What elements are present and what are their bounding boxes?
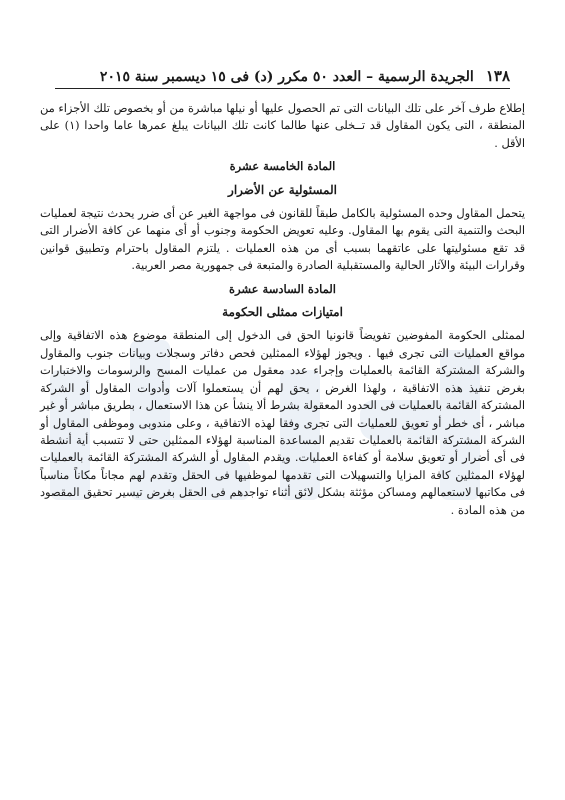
article-16-number: المادة السادسة عشرة — [229, 281, 336, 296]
article-16-title: امتيازات ممثلى الحكومة — [222, 305, 343, 320]
article-15-number: المادة الخامسة عشرة — [229, 159, 336, 174]
document-body — [40, 100, 525, 519]
article-15-text: يتحمل المقاول وحده المسئولية بالكامل طبقاً للقانون فى مواجهة الغير عن أى ضرر يحدث نتيجة لعمليات البحث والتنمية التى يقوم بها المقاول. وعليه تعويض الحكومة وجنوب أو أى منهما عن كافة الأضرار التى قد تقع مسئوليتها على عاتقهما بسبب أى من هذه العمليات . يلتزم المقاول باحترام وتطبيق قوانين وقرارات البيئة والآثار الحالية والمستقبلية الصادرة والمتبعة فى جمهورية مصر العربية. — [40, 207, 525, 273]
publication-title: الجريدة الرسمية – العدد ٥٠ مكرر (د) فى ١٥ ديسمبر سنة ٢٠١٥ — [99, 69, 474, 85]
page-header — [55, 60, 510, 89]
intro-paragraph: إطلاع طرف آخر على تلك البيانات التى تم الحصول عليها أو نيلها مباشرة من أو بخصوص تلك الأجزاء من المنطقة ، التى يكون المقاول قد تــخلى عنها طالما كانت تلك البيانات يبلغ عمرها عاما واحدا (١) على الأقل . — [40, 102, 525, 150]
article-15-title: المسئولية عن الأضرار — [228, 182, 337, 197]
article-16-text: لممثلى الحكومة المفوضين تفويضاً قانونيا الحق فى الدخول إلى المنطقة موضوع هذه الاتفاقية وإلى مواقع العمليات التى تجرى فيها . ويجوز لهؤلاء الممثلين فحص دفاتر وسجلات وبيانات جنوب والمقاول والشركة المشتركة القائمة بالعمليات وإجراء عدد معقول من عمليات المسح والرسومات والاختبارات بغرض تنفيذ هذه الاتفاقية ، ولهذا الغرض ، يحق لهم أن يستعملوا آلات وأدوات المقاول أو الشركة المشتركة القائمة بالعمليات فى الحدود المعقولة بشرط ألا ينشأ عن هذا الاستعمال ، بطريق مباشر أو غير مباشر ، أى خطر أو تعويق للعمليات التى تجرى وفقا لهذه الاتفاقية ، وعلى مندوبى وموظفى المقاول أو الشركة المشتركة القائمة بالعمليات تقديم المساعدة المناسبة لهؤلاء الممثلين حتى لا تتسبب أية أنشطة فى أى أضرار أو تعويق سلامة أو كفاءة العمليات. ويقدم المقاول أو الشركة المشتركة القائمة بالعمليات لهؤلاء الممثلين كافة المزايا والتسهيلات التى تقدمها لموظفيها فى الحقل وتقدم لهم مجاناً مكاناً مناسباً فى مكاتبها لاستعمالهم ومساكن مؤثثة بشكل لائق أثناء تواجدهم فى الحقل بغرض تيسير تحقيق المقصود من هذه المادة . — [40, 329, 525, 517]
page-number: ١٣٨ — [485, 67, 510, 85]
